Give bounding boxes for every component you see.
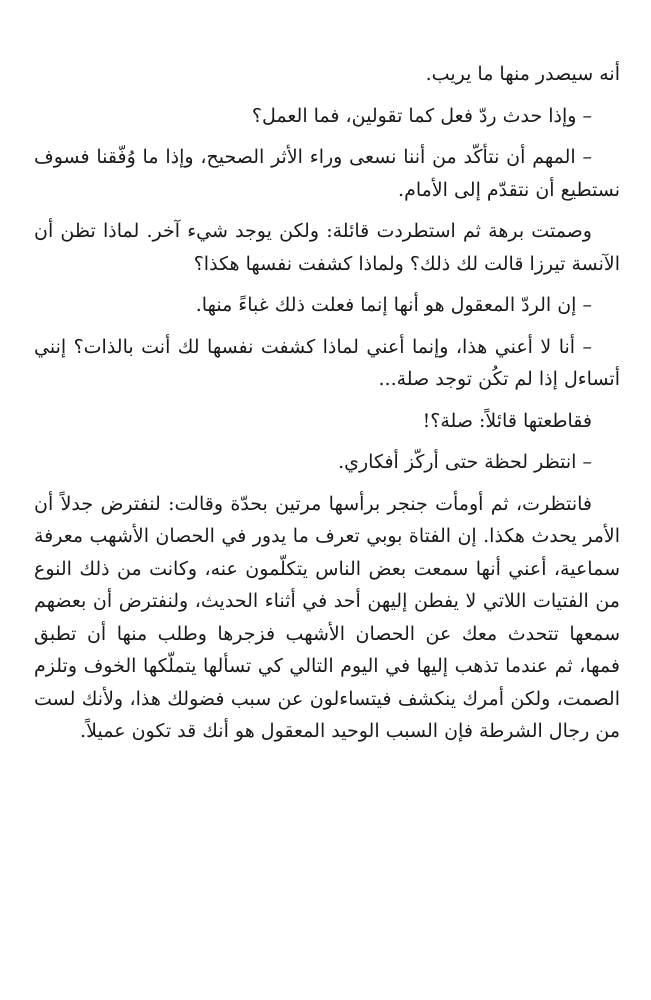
paragraph-2: – وإذا حدث ردّ فعل كما تقولين، فما العمل؟ (251, 104, 592, 127)
paragraph-1: أنه سيصدر منها ما يريب. (425, 63, 620, 85)
paragraph-7: فقاطعتها قائلاً: صلة؟! (422, 409, 592, 432)
paragraph-6: – أنا لا أعني هذا، وإنما أعني لماذا كشفت نفسها لك أنت بالذات؟ إنني أتساءل إذا لم تكُن توجد صلة... (34, 335, 620, 390)
paragraph-8: – انتظر لحظة حتى أركّز أفكاري. (338, 451, 592, 473)
paragraph-3: – المهم أن نتأكّد من أننا نسعى وراء الأثر الصحيح، وإذا ما وُفّقنا فسوف نستطيع أن نتقدّم إلى الأمام. (34, 146, 620, 201)
paragraph-4: وصمتت برهة ثم استطردت قائلة: ولكن يوجد شيء آخر. لماذا تظن أن الآنسة تيرزا قالت لك ذلك؟ ولماذا كشفت نفسها هكذا؟ (34, 220, 620, 275)
paragraph-9: فانتظرت، ثم أومأت جنجر برأسها مرتين بحدّة وقالت: لنفترض جدلاً أن الأمر يحدث هكذا. إن الفتاة بوبي تعرف ما يدور في الحصان الأشهب معرفة سماعية، أعني أنها سمعت بعض الناس يتكلّمون عنه، وكانت من ذلك النوع من الفتيات اللاتي لا يفطن إليهن أحد في أثناء الحديث، ولنفترض أن بعضهم سمعها تتحدث معك عن الحصان الأشهب فزجرها وطلب منها أن تطبق فمها، ثم عندما تذهب إليها في اليوم التالي كي تسألها يتملّكها الخوف وتلزم الصمت، ولكن أمرك ينكشف فيتساءلون عن سبب فضولك هذا، ولأنك لست من رجال الشرطة فإن السبب الوحيد المعقول هو أنك قد تكون عميلاً. (34, 492, 620, 742)
book-page (34, 58, 620, 757)
paragraph-5: – إن الردّ المعقول هو أنها إنما فعلت ذلك غباءً منها. (195, 294, 592, 316)
